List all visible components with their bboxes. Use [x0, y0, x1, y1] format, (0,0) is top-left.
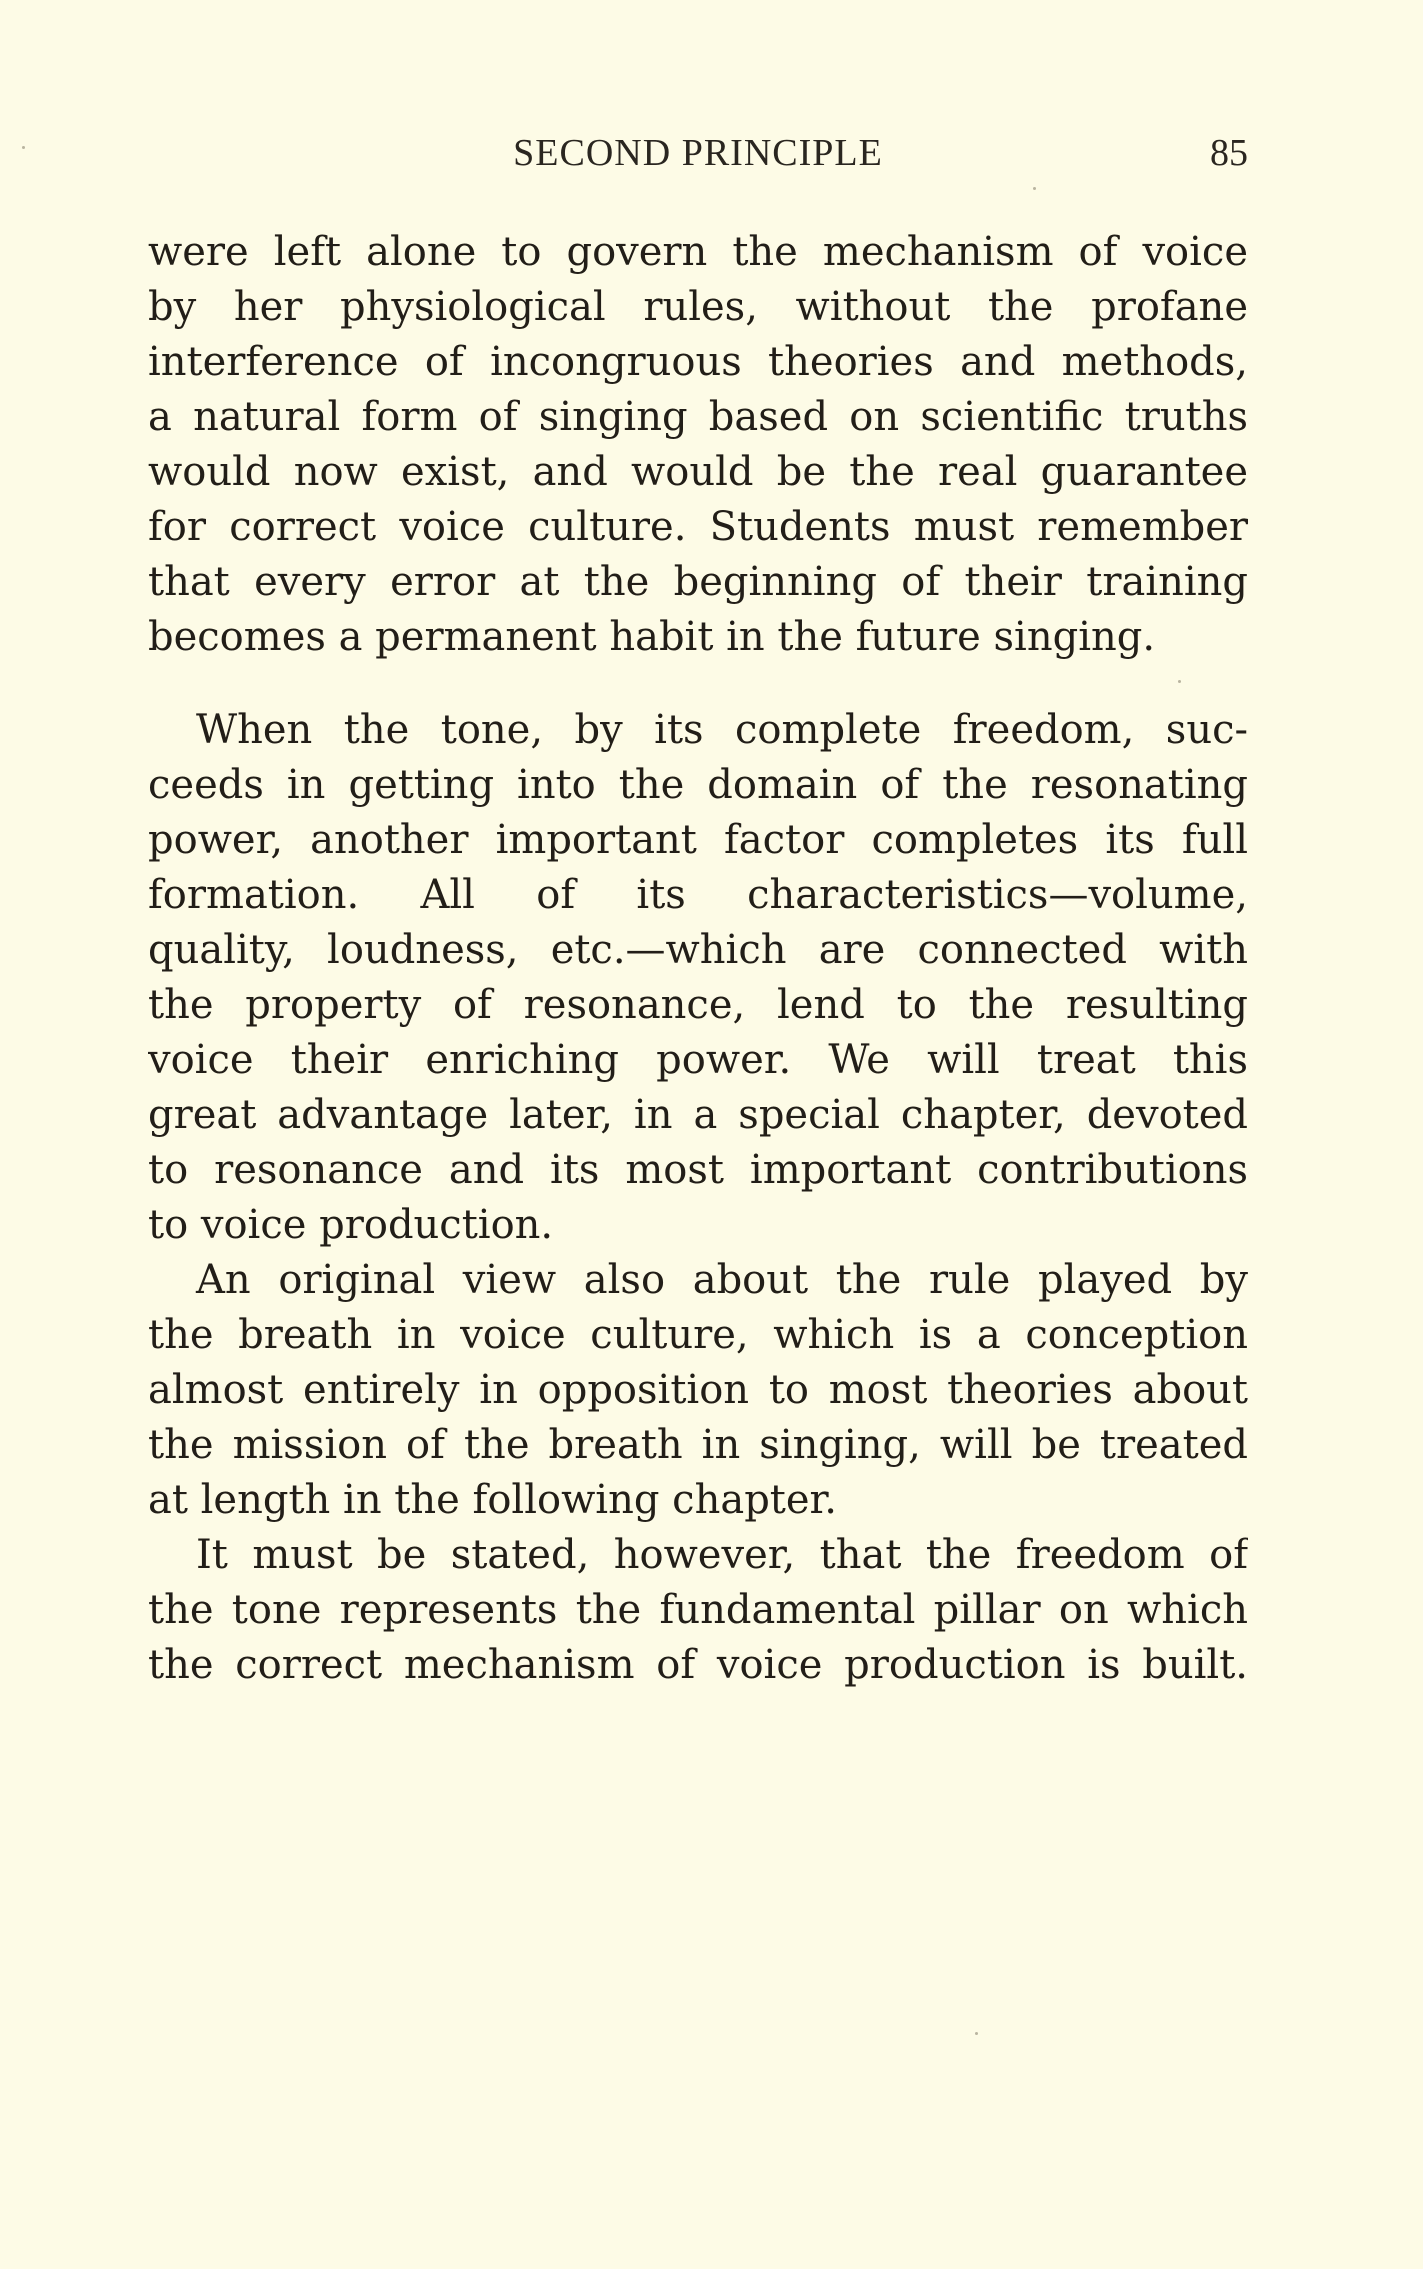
- text-line: by her physiological rules, without the profane: [148, 284, 1248, 330]
- text-line: the mission of the breath in singing, will be treated: [148, 1422, 1248, 1468]
- body-text: [148, 225, 1248, 1693]
- text-line: interference of incongruous theories and methods,: [148, 339, 1248, 385]
- text-line: the breath in voice culture, which is a conception: [148, 1312, 1248, 1358]
- paper-speck: [22, 146, 25, 149]
- text-line: power, another important factor completes its full: [148, 817, 1248, 863]
- text-line: the property of resonance, lend to the resulting: [148, 982, 1248, 1028]
- text-line: a natural form of singing based on scientific truths: [148, 394, 1248, 440]
- running-head: [148, 128, 1248, 178]
- text-line: to voice production.: [148, 1202, 554, 1248]
- text-line: would now exist, and would be the real guarantee: [148, 449, 1248, 495]
- paper-speck: [975, 2032, 978, 2035]
- text-line: the correct mechanism of voice production is built.: [148, 1642, 1248, 1688]
- text-line: almost entirely in opposition to most theories about: [148, 1367, 1248, 1413]
- text-line: formation. All of its characteristics—volume,: [148, 872, 1248, 918]
- text-line: to resonance and its most important contributions: [148, 1147, 1248, 1193]
- paragraph-4: [148, 1528, 1248, 1693]
- text-line: voice their enriching power. We will treat this: [148, 1037, 1248, 1083]
- paragraph-2: [148, 703, 1248, 1253]
- text-line: at length in the following chapter.: [148, 1477, 837, 1523]
- paragraph-3: [148, 1253, 1248, 1528]
- text-line: that every error at the beginning of their training: [148, 559, 1248, 605]
- text-line: When the tone, by its complete freedom, suc-: [196, 707, 1248, 753]
- text-line: quality, loudness, etc.—which are connected with: [148, 927, 1248, 973]
- text-line: It must be stated, however, that the freedom of: [196, 1532, 1248, 1578]
- text-line: were left alone to govern the mechanism of voice: [148, 229, 1248, 275]
- text-line: great advantage later, in a special chapter, devoted: [148, 1092, 1248, 1138]
- paragraph-1: [148, 225, 1248, 665]
- paper-speck: [1178, 680, 1181, 683]
- text-line: An original view also about the rule played by: [196, 1257, 1248, 1303]
- text-line: the tone represents the fundamental pillar on which: [148, 1587, 1248, 1633]
- text-line: for correct voice culture. Students must remember: [148, 504, 1248, 550]
- paper-speck: [1033, 187, 1036, 190]
- text-line: ceeds in getting into the domain of the resonating: [148, 762, 1248, 808]
- page-number: 85: [1210, 132, 1248, 174]
- text-line: becomes a permanent habit in the future singing.: [148, 614, 1156, 660]
- running-title: SECOND PRINCIPLE: [513, 132, 883, 174]
